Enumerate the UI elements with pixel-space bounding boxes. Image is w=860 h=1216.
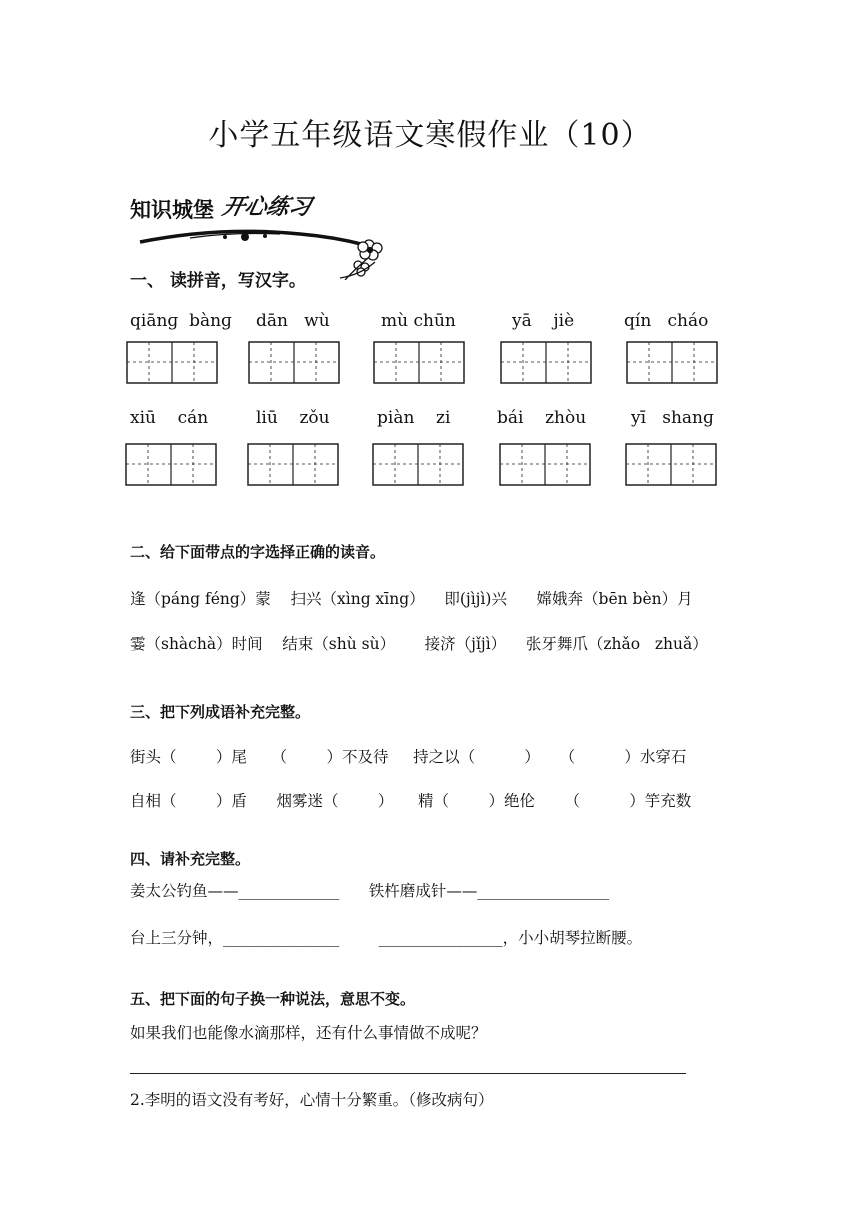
writing-grid[interactable] (373, 341, 465, 384)
writing-grid[interactable] (126, 341, 218, 384)
correction-item: 2.李明的语文没有考好，心情十分繁重。（修改病句） (130, 1091, 494, 1109)
section5-heading: 五、把下面的句子换一种说法，意思不变。 (130, 990, 416, 1008)
writing-grid[interactable] (248, 341, 340, 384)
writing-grid[interactable] (125, 443, 217, 486)
section2-heading: 二、给下面带点的字选择正确的读音。 (130, 543, 386, 561)
pinyin-label: qín cháo (624, 311, 709, 331)
pronunciation-line: 霎（shàchà）时间 结束（shù sù） 接济（jǐjì） 张牙舞爪（zhǎo zhuǎ） (130, 635, 708, 653)
writing-grid[interactable] (500, 341, 592, 384)
flower-icon (340, 240, 382, 280)
saying-line: 姜太公钓鱼——_____________ 铁杵磨成针——_________________ (130, 882, 610, 900)
pinyin-label: liū zǒu (256, 408, 330, 428)
writing-grid[interactable] (625, 443, 717, 486)
idiom-line: 街头（ ）尾 （ ）不及待 持之以（ ） （ ）水穿石 (130, 748, 687, 766)
pinyin-label: piàn zi (377, 408, 451, 428)
pinyin-label: xiū cán (130, 408, 209, 428)
section3-heading: 三、把下列成语补充完整。 (130, 703, 311, 721)
pinyin-label: qiānɡ bànɡ (130, 311, 232, 331)
saying-line: 台上三分钟，_______________ ________________，小小胡琴拉断腰。 (130, 929, 643, 947)
answer-line[interactable] (130, 1073, 686, 1074)
pinyin-label: dān wù (256, 311, 330, 331)
pinyin-label: bái zhòu (497, 408, 587, 428)
pinyin-label: mù chūn (381, 311, 456, 331)
writing-grid[interactable] (247, 443, 339, 486)
writing-grid[interactable] (372, 443, 464, 486)
section4-heading: 四、请补充完整。 (130, 850, 251, 868)
writing-grid[interactable] (626, 341, 718, 384)
writing-grid[interactable] (499, 443, 591, 486)
pronunciation-line: 逢（páng féng）蒙 扫兴（xìng xīng） 即(jìjì)兴 嫦娥奔（bēn bèn）月 (130, 590, 693, 608)
banner-title: 知识城堡 (130, 198, 214, 222)
idiom-line: 自相（ ）盾 烟雾迷（ ） 精（ ）绝伦 （ ）竽充数 (130, 792, 692, 810)
section1-heading: 一、 读拼音，写汉字。 (130, 271, 306, 291)
banner-script-text: 开心练习 (219, 194, 314, 220)
pinyin-label: yā jiè (512, 311, 575, 331)
rewrite-sentence: 如果我们也能像水滴那样，还有什么事情做不成呢？ (130, 1024, 487, 1042)
page-title: 小学五年级语文寒假作业（10） (208, 118, 652, 153)
pinyin-label: yī shanɡ (631, 408, 714, 428)
